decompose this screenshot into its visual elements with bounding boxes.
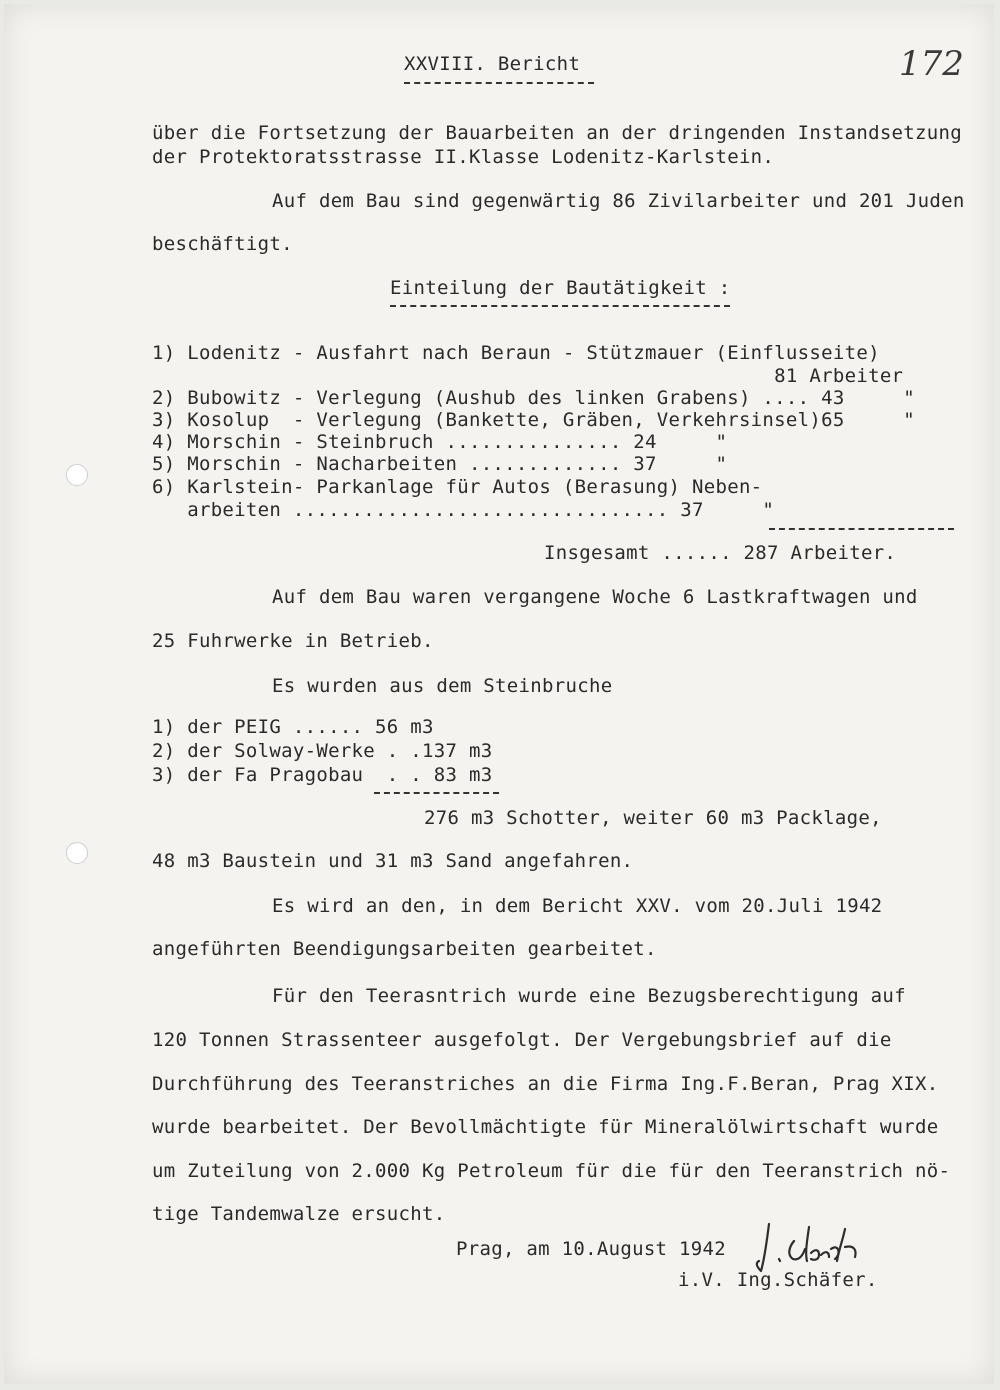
page-number: 172 xyxy=(899,44,964,84)
tar-line: um Zuteilung von 2.000 Kg Petroleum für die für den Teeranstrich nö- xyxy=(152,1160,951,1182)
heading-underline xyxy=(390,305,730,307)
total-rule xyxy=(769,528,954,530)
workers-line: beschäftigt. xyxy=(152,233,293,255)
report-title: XXVIII. Bericht xyxy=(404,53,581,75)
vehicles-line: Auf dem Bau waren vergangene Woche 6 Lastkraftwagen und xyxy=(272,586,918,608)
task-line: 2) Bubowitz - Verlegung (Aushub des linken Grabens) .... 43 " xyxy=(152,387,916,409)
quarry-line: 3) der Fa Pragobau . . 83 m3 xyxy=(152,764,493,786)
task-line: 4) Morschin - Steinbruch ............... 24 " xyxy=(152,431,728,453)
task-line: arbeiten ................................ 37 " xyxy=(152,499,775,521)
task-line: 6) Karlstein- Parkanlage für Autos (Berasung) Neben- xyxy=(152,476,763,498)
tar-line: wurde bearbeitet. Der Bevollmächtigte für Mineralölwirtschaft wurde xyxy=(152,1116,939,1138)
document-page xyxy=(4,4,994,1384)
materials-line: 48 m3 Baustein und 31 m3 Sand angefahren. xyxy=(152,850,634,872)
quarry-line: 1) der PEIG ...... 56 m3 xyxy=(152,716,434,738)
tar-line: Durchführung des Teeranstriches an die Firma Ing.F.Beran, Prag XIX. xyxy=(152,1073,939,1095)
task-line: 5) Morschin - Nacharbeiten ............. 37 " xyxy=(152,453,728,475)
tar-line: tige Tandemwalze ersucht. xyxy=(152,1203,446,1225)
punch-hole xyxy=(66,842,88,864)
task-line: 1) Lodenitz - Ausfahrt nach Beraun - Stützmauer (Einflusseite) xyxy=(152,342,880,364)
quarry-line: 2) der Solway-Werke . .137 m3 xyxy=(152,740,493,762)
vehicles-line: 25 Fuhrwerke in Betrieb. xyxy=(152,630,434,652)
task-line: 81 Arbeiter xyxy=(152,365,904,387)
signatory: i.V. Ing.Schäfer. xyxy=(678,1269,878,1291)
report-line: angeführten Beendigungsarbeiten gearbeitet. xyxy=(152,938,657,960)
task-line: 3) Kosolup - Verlegung (Bankette, Gräben, Verkehrsinsel)65 " xyxy=(152,409,916,431)
workers-line: Auf dem Bau sind gegenwärtig 86 Zivilarbeiter und 201 Juden xyxy=(272,190,965,212)
tar-line: Für den Teerasntrich wurde eine Bezugsberechtigung auf xyxy=(272,985,906,1007)
place-date: Prag, am 10.August 1942 xyxy=(456,1238,726,1260)
subject-line: der Protektoratsstrasse II.Klasse Lodenitz-Karlstein. xyxy=(152,146,775,168)
title-underline xyxy=(404,82,594,84)
quarry-intro: Es wurden aus dem Steinbruche xyxy=(272,675,613,697)
tar-line: 120 Tonnen Strassenteer ausgefolgt. Der Vergebungsbrief auf die xyxy=(152,1029,892,1051)
total-line: Insgesamt ...... 287 Arbeiter. xyxy=(544,542,897,564)
report-line: Es wird an den, in dem Bericht XXV. vom 20.Juli 1942 xyxy=(272,895,883,917)
punch-hole xyxy=(66,464,88,486)
section-heading: Einteilung der Bautätigkeit : xyxy=(390,277,731,299)
materials-line: 276 m3 Schotter, weiter 60 m3 Packlage, xyxy=(424,807,882,829)
handwritten-signature xyxy=(749,1219,899,1279)
quarry-rule xyxy=(374,792,499,794)
subject-line: über die Fortsetzung der Bauarbeiten an der dringenden Instandsetzung xyxy=(152,122,962,144)
